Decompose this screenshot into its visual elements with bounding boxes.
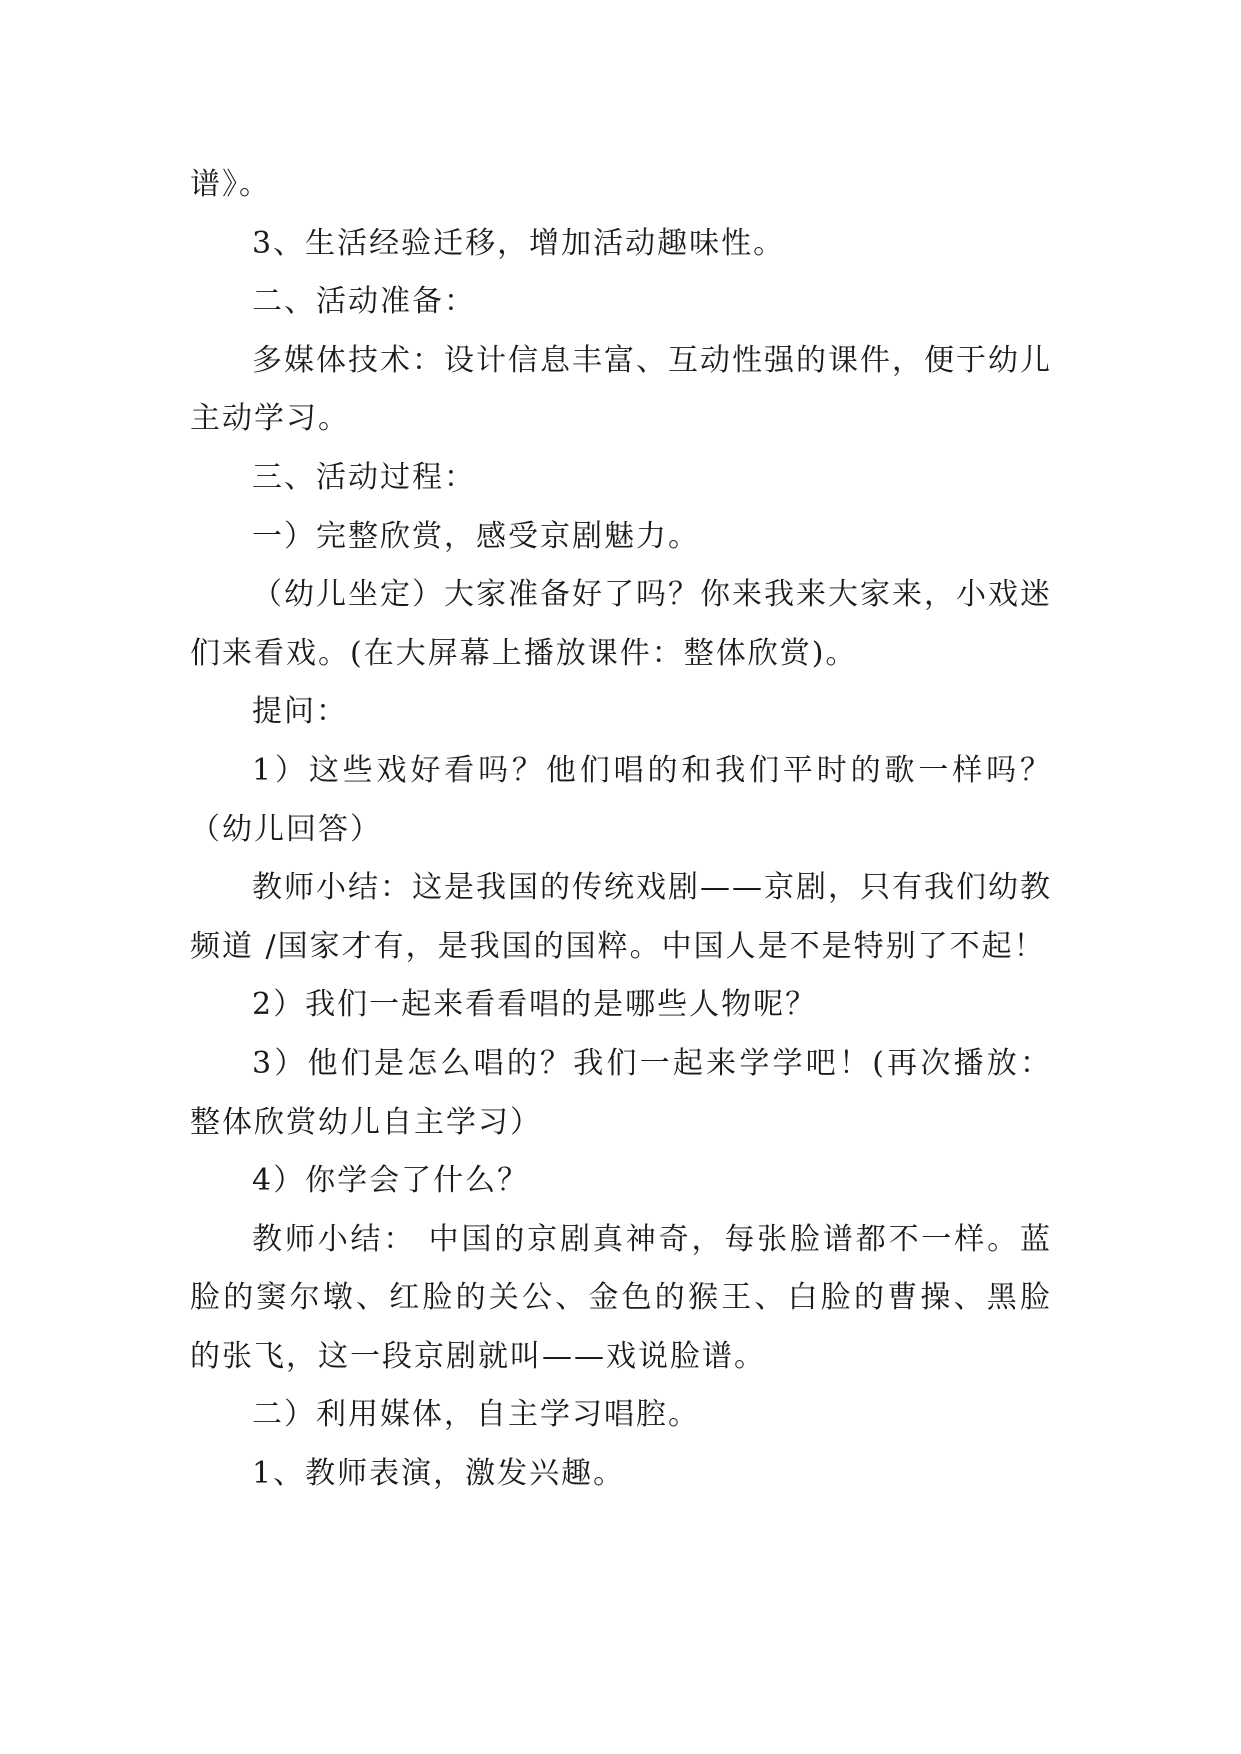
paragraph-questions-label: 提问： xyxy=(252,694,348,730)
paragraph-continuation: 谱》。 xyxy=(190,167,271,202)
heading-process: 三、活动过程： xyxy=(252,459,476,495)
subheading-appreciation: 一）完整欣赏，感受京剧魅力。 xyxy=(252,518,700,554)
paragraph-teacher-performance: 1、教师表演，激发兴趣。 xyxy=(252,1456,626,1492)
paragraph-objective-3: 3、生活经验迁移，增加活动趣味性。 xyxy=(252,225,786,261)
question-2: 2）我们一起来看看唱的是哪些人物呢？ xyxy=(252,987,818,1023)
subheading-media-learning: 二）利用媒体，自主学习唱腔。 xyxy=(252,1397,700,1433)
question-3: 3）他们是怎么唱的？我们一起来学学吧！(再次播放：整体欣赏幼儿自主学习） xyxy=(190,1045,1052,1140)
heading-preparation: 二、活动准备： xyxy=(252,284,476,320)
question-4: 4）你学会了什么？ xyxy=(252,1163,530,1199)
paragraph-intro: （幼儿坐定）大家准备好了吗？你来我来大家来，小戏迷们来看戏。(在大屏幕上播放课件：整体欣赏)。 xyxy=(190,577,1052,671)
document-body xyxy=(190,156,1052,1504)
teacher-summary-2: 教师小结： 中国的京剧真神奇，每张脸谱都不一样。蓝脸的窦尔墩、红脸的关公、金色的猴王、白脸的曹操、黑脸的张飞，这一段京剧就叫——戏说脸谱。 xyxy=(190,1221,1052,1374)
paragraph-multimedia: 多媒体技术：设计信息丰富、互动性强的课件，便于幼儿主动学习。 xyxy=(190,342,1052,437)
teacher-summary-1: 教师小结：这是我国的传统戏剧——京剧，只有我们幼教频道 /国家才有，是我国的国粹。中国人是不是特别了不起！ xyxy=(190,870,1052,964)
question-1: 1）这些戏好看吗？他们唱的和我们平时的歌一样吗？（幼儿回答） xyxy=(190,752,1052,847)
